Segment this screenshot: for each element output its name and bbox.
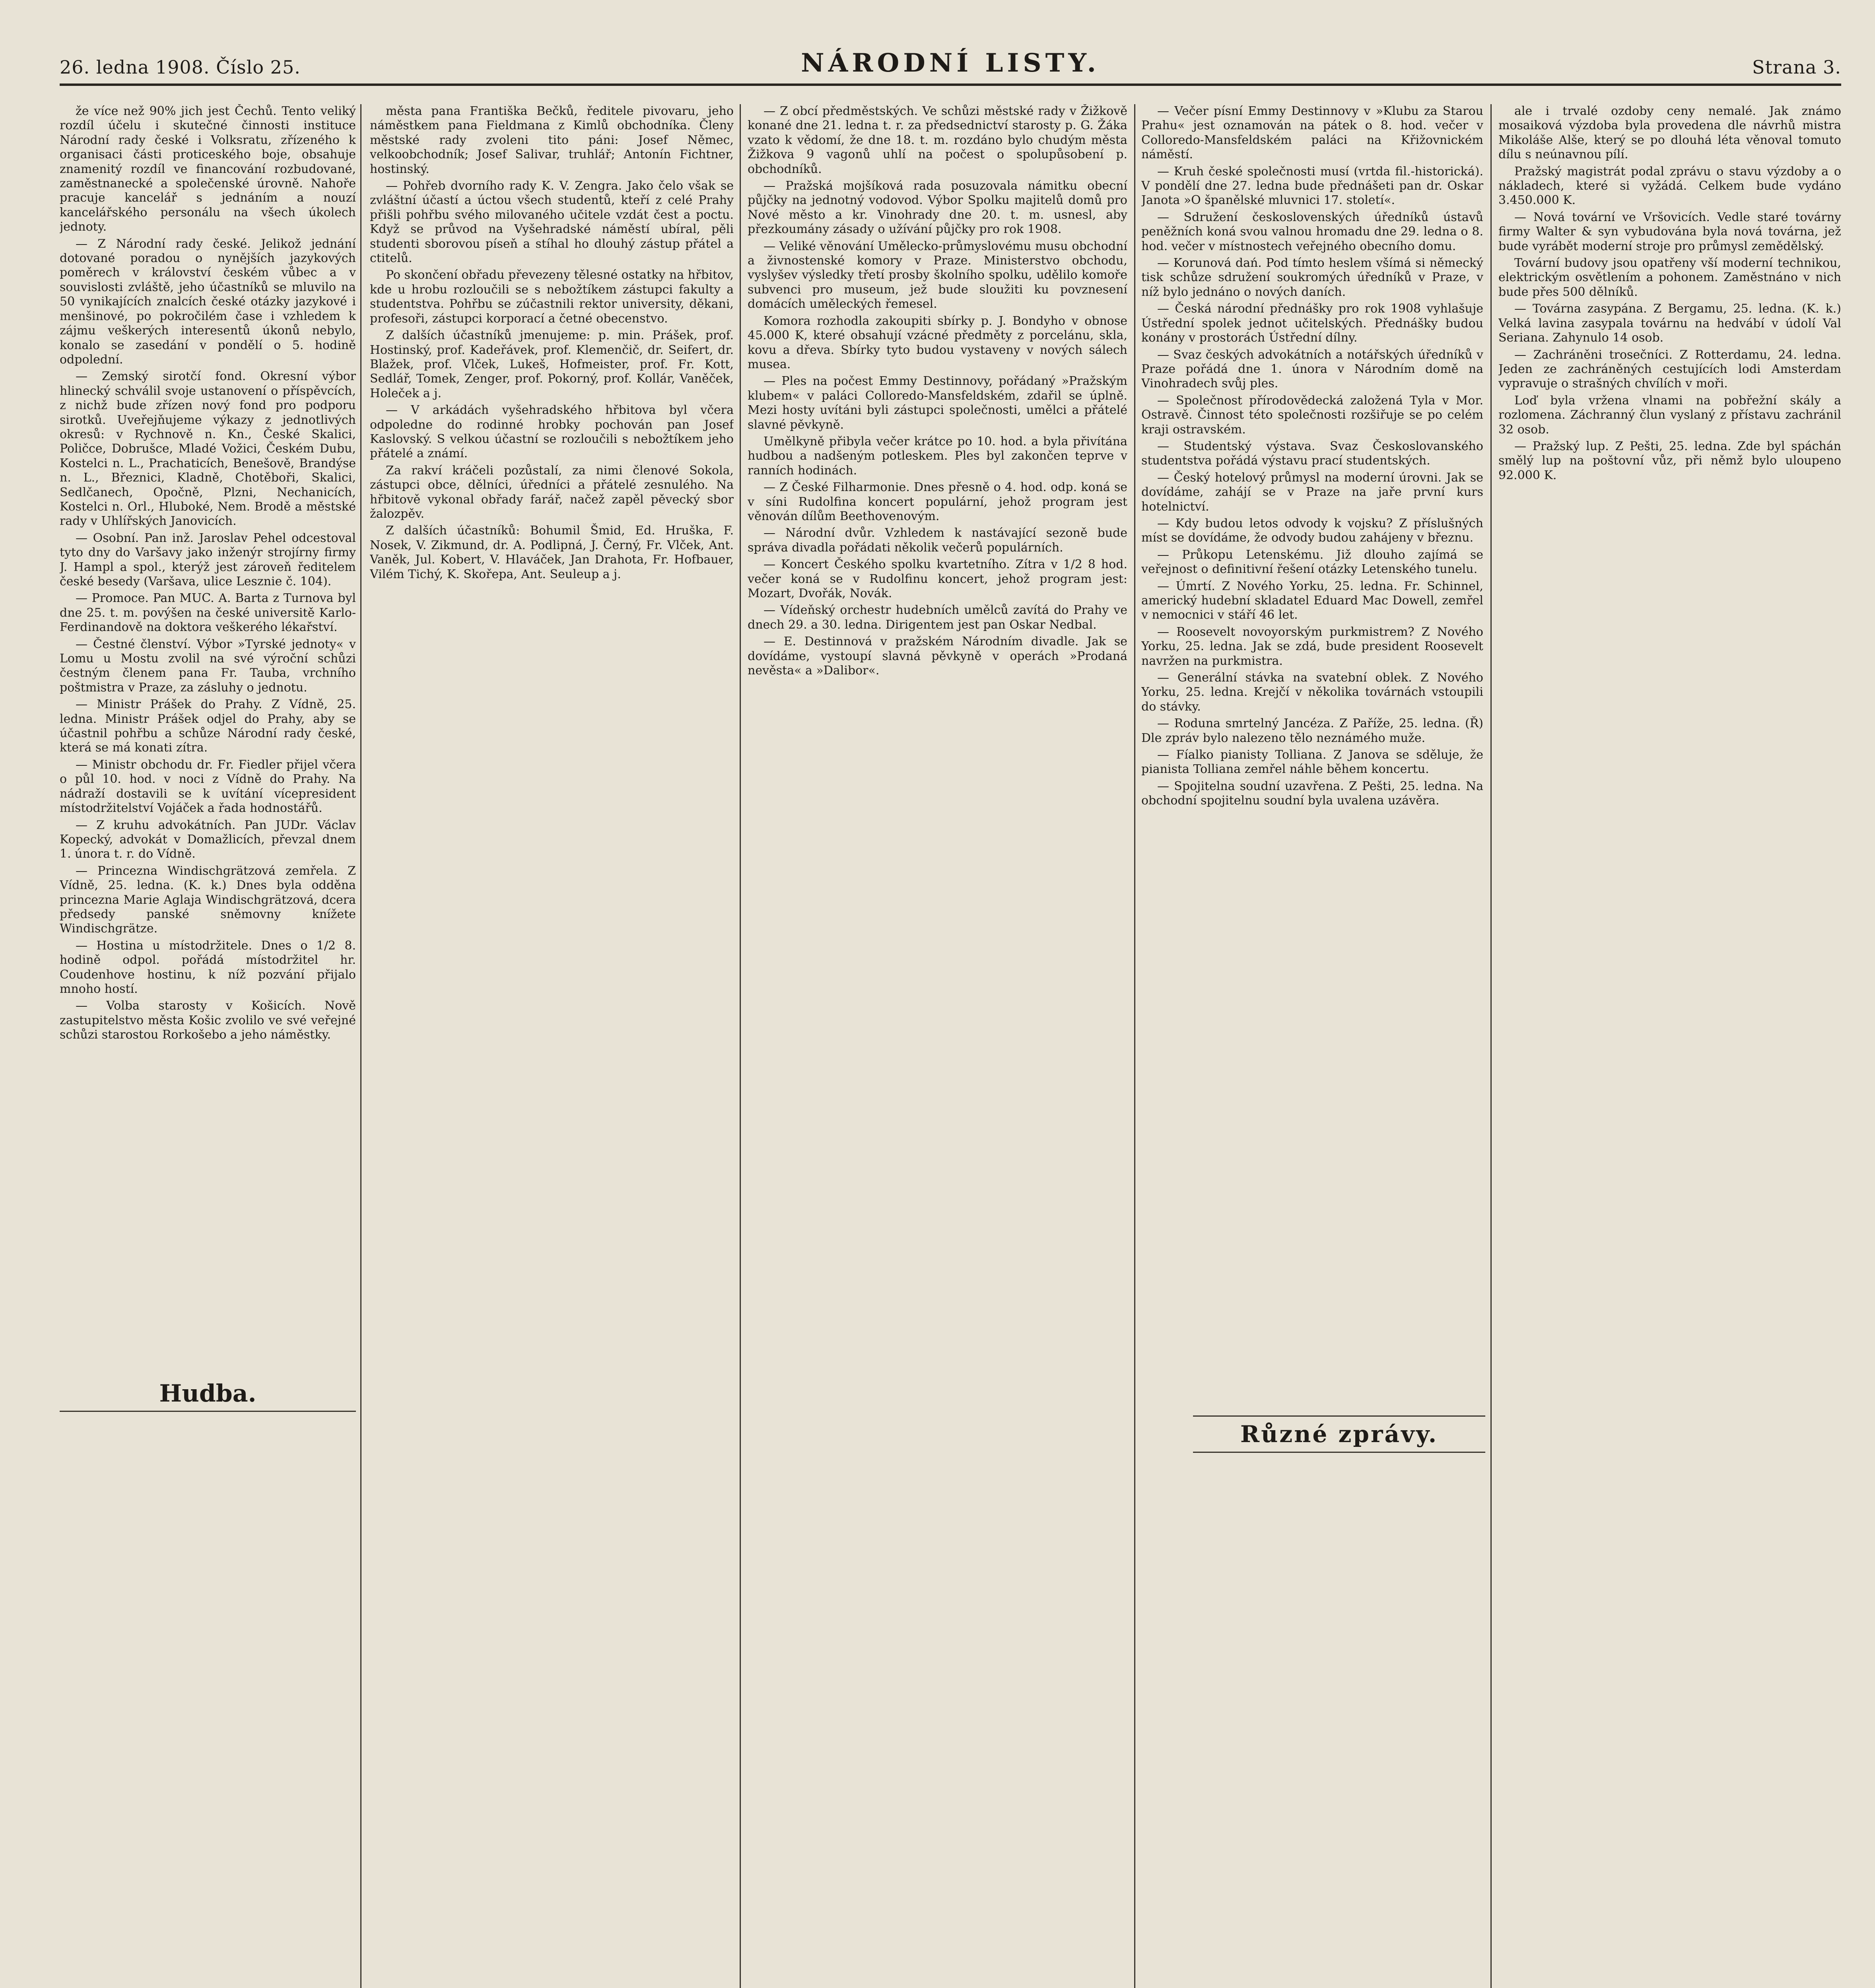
article-paragraph: — Z České Filharmonie. Dnes přesně o 4. hod. odp. koná se v síni Rudolfina koncert populární, jehož program jest věnován dílům Beethovenovým. [748, 480, 1127, 523]
article-paragraph: — Vídeňský orchestr hudebních umělců zavítá do Prahy ve dnech 29. a 30. ledna. Dirigentem jest pan Oskar Nedbal. [748, 603, 1127, 632]
column-5 [1498, 104, 1841, 1988]
article-paragraph: — Z kruhu advokátních. Pan JUDr. Václav Kopecký, advokát v Domažlicích, převzal dnem 1. února t. r. do Vídně. [60, 818, 356, 861]
article-paragraph: města pana Františka Bečků, ředitele pivovaru, jeho náměstkem pana Fieldmana z Kimlů obchodníka. Členy městské rady zvoleni tito páni: Josef Němec, velkoobchodník; Josef Salivar, truhlář; Antonín Fichtner, hostinský. [370, 104, 734, 176]
article-paragraph: — E. Destinnová v pražském Národním divadle. Jak se dovídáme, vystoupí slavná pěvkyně v operách »Prodaná nevěsta« a »Dalibor«. [748, 635, 1127, 678]
article-paragraph: — Sdružení československých úředníků ústavů peněžních koná svou valnou hromadu dne 29. ledna o 8. hod. večer v místnostech veřejného obecního domu. [1141, 210, 1483, 253]
article-paragraph: Z dalších účastníků: Bohumil Šmid, Ed. Hruška, F. Nosek, V. Zikmund, dr. A. Podlipná, J. Černý, Fr. Vlček, Ant. Vaněk, Jul. Kobert, V. Hlaváček, Jan Drahota, Fr. Hofbauer, Vilém Tichý, K. Skořepa, Ant. Seuleup a j. [370, 524, 734, 581]
article-paragraph: — Národní dvůr. Vzhledem k nastávající sezoně bude správa divadla pořádati několik večerů populárních. [748, 526, 1127, 555]
article-paragraph: — Pohřeb dvorního rady K. V. Zengra. Jako čelo však se zvláštní účastí a úctou všech studentů, kteří z celé Prahy přišli pohřbu svého milovaného učitele vzdát čest a poctu. Když se průvod na Vyšehradské náměstí ubíral, pěli studenti sborovou píseň a stíhal ho dlouhý zástup přátel a ctitelů. [370, 179, 734, 266]
article-paragraph: — Generální stávka na svatební oblek. Z Nového Yorku, 25. ledna. Krejčí v několika továrnách vstoupili do stávky. [1141, 671, 1483, 714]
article-paragraph: — Z Národní rady české. Jelikož jednání dotované poradou o nynějších jazykových poměrech v království českém vůbec a v souvislosti zvláště, jeho účastníků se mluvilo na 50 vynikajících znalcích české otázky jazykové i menšinové, po pokročilém čase i vzhledem k zájmu veškerých interesentů úkonů nebylo, konalo se zasedání v pondělí o 5. hodině odpolední. [60, 237, 356, 367]
column-1 [60, 104, 356, 1369]
article-paragraph: — Pražská mojšíková rada posuzovala námitku obecní půjčky na jednotný vodovod. Výbor Spolku majitelů domů pro Nové město a kr. Vinohrady dne 20. t. m. usnesl, aby přezkoumány zásady o užívání půjčky pro rok 1908. [748, 179, 1127, 237]
issue-date: 26. ledna 1908. Číslo 25. [60, 56, 301, 78]
article-paragraph: — Ministr obchodu dr. Fr. Fiedler přijel včera o půl 10. hod. v noci z Vídně do Prahy. Na nádraží dostavili se k uvítání vícepresident místodržitelství Vojáček a řada hodnostářů. [60, 757, 356, 815]
article-paragraph: Po skončení obřadu převezeny tělesné ostatky na hřbitov, kde u hrobu rozloučili se s nebožtíkem zástupci fakulty a studentstva. Pohřbu se zúčastnili rektor university, děkani, profesoři, zástupci korporací a četné obecenstvo. [370, 268, 734, 326]
section-heading-hudba: Hudba. [60, 1380, 356, 1412]
article-paragraph: — Kruh české společnosti musí (vrtda fil.-historická). V pondělí dne 27. ledna bude přednášeti pan dr. Oskar Janota »O španělské mluvnici 17. století«. [1141, 164, 1483, 208]
article-paragraph: Komora rozhodla zakoupiti sbírky p. J. Bondyho v obnose 45.000 K, které obsahují vzácné předměty z porcelánu, skla, kovu a dřeva. Sbírky tyto budou vystaveny v nových sálech musea. [748, 314, 1127, 371]
article-paragraph: — Roduna smrtelný Jancéza. Z Paříže, 25. ledna. (Ř) Dle zpráv bylo nalezeno tělo neznámého muže. [1141, 716, 1483, 745]
article-paragraph: — Česká národní přednášky pro rok 1908 vyhlašuje Ústřední spolek jednot učitelských. Přednášky budou konány v prostorách Ústřední dílny. [1141, 302, 1483, 345]
article-paragraph: — Čestné členství. Výbor »Tyrské jednoty« v Lomu u Mostu zvolil na své výroční schůzi čestným členem pana Fr. Tauba, vrchního poštmistra v Praze, za zásluhy o jednotu. [60, 637, 356, 695]
article-paragraph: — V arkádách vyšehradského hřbitova byl včera odpoledne do rodinné hrobky pochován pan Josef Kaslovský. S velkou účastní se rozloučili s nebožtíkem jeho přátelé a známí. [370, 403, 734, 461]
article-paragraph: — Svaz českých advokátních a notářských úředníků v Praze pořádá dne 1. února v Národním domě na Vinohradech svůj ples. [1141, 348, 1483, 391]
column-3 [748, 104, 1127, 1988]
article-paragraph: — Zachráněni trosečníci. Z Rotterdamu, 24. ledna. Jeden ze zachráněných cestujících lodi Amsterdam vypravuje o strašných chvílích v moři. [1498, 348, 1841, 391]
article-paragraph: — Promoce. Pan MUC. A. Barta z Turnova byl dne 25. t. m. povýšen na české universitě Karlo-Ferdinandově na doktora veškerého lékařství. [60, 591, 356, 635]
article-paragraph: — Továrna zasypána. Z Bergamu, 25. ledna. (K. k.) Velká lavina zasypala továrnu na hedvábí v údolí Val Seriana. Zahynulo 14 osob. [1498, 302, 1841, 345]
article-paragraph: Tovární budovy jsou opatřeny vší moderní technikou, elektrickým osvětlením a pohonem. Zaměstnáno v nich bude přes 500 dělníků. [1498, 256, 1841, 299]
page-header [60, 48, 1841, 86]
column-divider [1134, 104, 1135, 1988]
article-paragraph: — Studentský výstava. Svaz Českoslovanského studentstva pořádá výstavu prací studentských. [1141, 439, 1483, 468]
article-paragraph: — Korunová dań. Pod tímto heslem všímá si německý tisk schůze sdružení soukromých úředníků v Praze, v níž bylo jednáno o nových daních. [1141, 256, 1483, 299]
article-paragraph: — Osobní. Pan inž. Jaroslav Pehel odcestoval tyto dny do Varšavy jako inženýr strojírny firmy J. Hampl a spol., kterýž jest zároveň ředitelem české besedy (Varšava, ulice Lesznie č. 104). [60, 531, 356, 588]
article-paragraph: — Hostina u místodržitele. Dnes o 1/2 8. hodině odpol. pořádá místodržitel hr. Coudenhove hostinu, k níž pozvání přijalo mnoho hostí. [60, 938, 356, 996]
article-paragraph: Za rakví kráčeli pozůstalí, za nimi členové Sokola, zástupci obce, dělníci, úředníci a přátelé zesnulého. Na hřbitově vykonal obřady farář, načež zapěl pěvecký sbor žalozpěv. [370, 463, 734, 521]
article-paragraph: Z dalších účastníků jmenujeme: p. min. Prášek, prof. Hostinský, prof. Kadeřávek, prof. Klemenčič, dr. Seifert, dr. Blažek, prof. Vlček, Lukeš, Hofmeister, prof. Fr. Kott, Sedlář, Tomek, Zenger, prof. Pokorný, prof. Kollár, Vaněček, Holeček a j. [370, 328, 734, 400]
article-paragraph: — Koncert Českého spolku kvartetního. Zítra v 1/2 8 hod. večer koná se v Rudolfinu koncert, jehož program jest: Mozart, Dvořák, Novák. [748, 557, 1127, 600]
article-paragraph: — Ples na počest Emmy Destinnovy, pořádaný »Pražským klubem« v paláci Colloredo-Mansfeldském, zdařil se úplně. Mezi hosty uvítáni byli zástupci společnosti, umělci a přátelé slavné pěvkyně. [748, 374, 1127, 432]
article-paragraph: — Spojitelna soudní uzavřena. Z Pešti, 25. ledna. Na obchodní spojitelnu soudní byla uvalena uzávěra. [1141, 779, 1483, 808]
column-2 [370, 104, 734, 1988]
section-heading-ruzne-zpravy: Různé zprávy. [1193, 1415, 1485, 1453]
article-paragraph: — Zemský sirotčí fond. Okresní výbor hlinecký schválil svoje ustanovení o příspěvcích, z nichž bude zřízen nový fond pro podporu sirotků. Uveřejňujeme výkazy z jednotlivých okresů: v Rychnově n. Kn., České Skalici, Poličce, Dobrušce, Mladé Vožici, Českém Dubu, Kostelci n. L., Prachaticích, Benešově, Brandýse n. L., Březnici, Kladně, Chotěboři, Skalici, Sedlčanech, Opočně, Plzni, Nechanicích, Kostelci n. Orl., Hluboké, Nem. Brodě a městské rady v Uhlířských Janovicích. [60, 369, 356, 528]
article-paragraph: — Průkopu Letenskému. Již dlouho zajímá se veřejnost o definitivní řešení otázky Letenského tunelu. [1141, 547, 1483, 577]
article-paragraph: — Ministr Prášek do Prahy. Z Vídně, 25. ledna. Ministr Prášek odjel do Prahy, aby se účastnil pohřbu a schůze Národní rady české, která se má konati zítra. [60, 697, 356, 755]
column-divider [1490, 104, 1492, 1988]
page-number: Strana 3. [1752, 56, 1841, 78]
article-paragraph: Umělkyně přibyla večer krátce po 10. hod. a byla přivítána hudbou a nadšeným potleskem. Ples byl zakončen teprve v ranních hodinách. [748, 434, 1127, 478]
article-paragraph: ale i trvalé ozdoby ceny nemalé. Jak známo mosaiková výzdoba byla provedena dle návrhů mistra Mikoláše Alše, který se po dlouhá léta věnoval tomuto dílu s neúnavnou pílí. [1498, 104, 1841, 162]
article-paragraph: — Pražský lup. Z Pešti, 25. ledna. Zde byl spáchán smělý lup na poštovní vůz, při němž bylo uloupeno 92.000 K. [1498, 439, 1841, 482]
article-paragraph: — Fíalko pianisty Tolliana. Z Janova se sděluje, že pianista Tolliana zemřel náhle během koncertu. [1141, 748, 1483, 777]
article-paragraph: — Nová tovární ve Vršovicích. Vedle staré továrny firmy Walter & syn vybudována byla nová továrna, jež bude vyrábět moderní stroje pro průmysl zemědělský. [1498, 210, 1841, 253]
article-paragraph: — Úmrtí. Z Nového Yorku, 25. ledna. Fr. Schinnel, americký hudební skladatel Eduard Mac Dowell, zemřel v nemocnici v stáří 46 let. [1141, 579, 1483, 622]
article-paragraph: že více než 90% jich jest Čechů. Tento veliký rozdíl účelu i skutečné činnosti instituce Národní rady české i Volksratu, zřízeného k organisaci části proticeského boje, obsahuje znamenitý rozdíl ve financování rozbudované, zaměstnanecké a společenské úrovně. Nahoře pracuje kancelář s jednáním a nouzí kancelářského personálu na všech úkolech jednoty. [60, 104, 356, 234]
article-paragraph: — Veliké věnování Umělecko-průmyslovému musu obchodní a živnostenské komory v Praze. Ministerstvo obchodu, vyslyšev výsledky třetí prosby školního spolku, udělilo komoře subvenci pro museum, jež bude sloužiti ku povznesení domácích uměleckých řemesel. [748, 239, 1127, 311]
article-paragraph: Loď byla vržena vlnami na pobřežní skály a rozlomena. Záchranný člun vyslaný z přístavu zachránil 32 osob. [1498, 393, 1841, 437]
article-paragraph: Pražský magistrát podal zprávu o stavu výzdoby a o nákladech, které si vyžádá. Celkem bude vydáno 3.450.000 K. [1498, 164, 1841, 208]
article-paragraph: — Večer písní Emmy Destinnovy v »Klubu za Starou Prahu« jest oznamován na pátek o 8. hod. večer v Colloredo-Mansfeldském paláci na Křižovnickém náměstí. [1141, 104, 1483, 162]
article-paragraph: — Princezna Windischgrätzová zemřela. Z Vídně, 25. ledna. (K. k.) Dnes byla odděna princezna Marie Aglaja Windischgrätzová, dcera předsedy panské sněmovny knížete Windischgrätze. [60, 864, 356, 936]
article-paragraph: — Kdy budou letos odvody k vojsku? Z příslušných míst se dovídáme, že odvody budou zahájeny v březnu. [1141, 516, 1483, 545]
article-paragraph: — Roosevelt novoyorským purkmistrem? Z Nového Yorku, 25. ledna. Jak se zdá, bude president Roosevelt navržen na purkmistra. [1141, 625, 1483, 668]
article-paragraph: — Český hotelový průmysl na moderní úrovni. Jak se dovídáme, zahájí se v Praze na jaře první kurs hotelnictví. [1141, 470, 1483, 514]
column-divider [360, 104, 361, 1988]
column-divider [740, 104, 741, 1988]
column-4 [1141, 104, 1483, 1988]
article-paragraph: — Volba starosty v Košicích. Nově zastupitelstvo města Košic zvolilo ve své veřejné schůzi starostou Rorkošebo a jeho náměstky. [60, 999, 356, 1042]
masthead-title: NÁRODNÍ LISTY. [801, 48, 1100, 78]
article-paragraph: — Společnost přírodovědecká založená Tyla v Mor. Ostravě. Činnost této společnosti rozšiřuje se po celém kraji ostravském. [1141, 393, 1483, 437]
article-paragraph: — Z obcí předměstských. Ve schůzi městské rady v Žižkově konané dne 21. ledna t. r. za předsednictví starosty p. G. Žáka vzato k vědomí, že dne 18. t. m. rozdáno bylo chudým města Žižkova 9 vagonů uhlí na počest o spolupůsobení p. obchodníků. [748, 104, 1127, 176]
